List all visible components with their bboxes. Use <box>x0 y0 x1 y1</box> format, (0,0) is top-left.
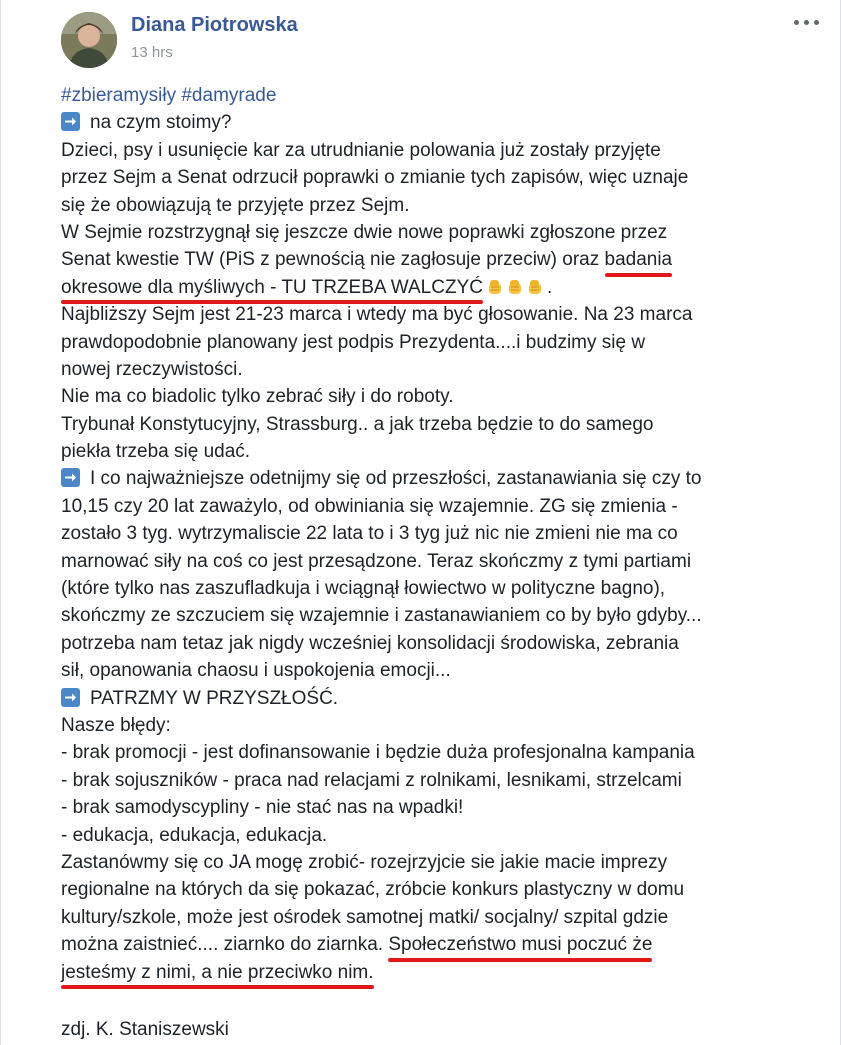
text-line: regionalne na których da się pokazać, zróbcie konkurs plastyczny w domu <box>61 879 685 901</box>
text-line: zostało 3 tyg. wytrzymaliscie 22 lata to i 3 tyg już nic nie zmieni nie ma co <box>61 523 678 545</box>
post-header <box>61 10 820 70</box>
text-line: marnować siły na coś co jest przesądzone. Teraz skończmy z tymi partiami <box>61 550 692 572</box>
avatar[interactable] <box>61 12 117 68</box>
text-line: 10,15 czy 20 lat zaważylo, od obwiniania się wzajemnie. ZG się zmienia - <box>61 495 678 517</box>
text-segment: można zaistnieć.... ziarnko do ziarnka. <box>61 934 389 956</box>
text-segment: na czym stoimy? <box>90 112 232 134</box>
text-line: kultury/szkole, może jest ośrodek samotnej matki/ socjalny/ szpital gdzie <box>61 906 669 928</box>
text-line: nowej rzeczywistości. <box>61 358 243 380</box>
author-name[interactable]: Diana Piotrowska <box>131 14 298 36</box>
underlined-text: okresowe dla myśliwych - TU TRZEBA WALCZYĆ <box>61 274 483 301</box>
text-line: (które tylko nas zaszufladkuja i wciągnął łowiectwo w polityczne bagno), <box>61 578 666 600</box>
fist-emoji-icon <box>487 277 503 295</box>
text-line: Zastanówmy się co JA mogę zrobić- rozejrzyjcie sie jakie macie imprezy <box>61 851 668 873</box>
text-line: - brak promocji - jest dofinansowanie i będzie duża profesjonalna kampania <box>61 742 695 764</box>
post-text <box>61 82 821 986</box>
text-line <box>61 246 821 273</box>
dot-icon <box>804 20 809 25</box>
text-line: Dzieci, psy i usunięcie kar za utrudnianie polowania już zostały przyjęte <box>61 139 661 161</box>
right-arrow-icon <box>61 468 80 487</box>
text-line <box>61 931 821 958</box>
text-line: piekła trzeba się udać. <box>61 441 251 463</box>
text-line: się że obowiązują te przyjęte przez Sejm. <box>61 194 410 216</box>
text-line <box>61 685 821 712</box>
underlined-text: badania <box>605 246 673 273</box>
dot-icon <box>794 20 799 25</box>
hashtags[interactable]: #zbieramysiły #damyrade <box>61 85 277 106</box>
text-line <box>61 274 821 301</box>
text-line <box>61 959 821 986</box>
text-line: Nie ma co biadolic tylko zebrać siły i do roboty. <box>61 386 454 408</box>
text-segment: PATRZMY W PRZYSZŁOŚĆ. <box>90 687 339 709</box>
text-segment: . <box>546 276 553 298</box>
text-line: - brak sojuszników - praca nad relacjami z rolnikami, lesnikami, strzelcami <box>61 769 682 791</box>
dot-icon <box>814 20 819 25</box>
text-line: skończmy ze szczuciem się wzajemnie i zastanawianiem co by było gdyby... <box>61 605 702 627</box>
photo-credit: zdj. K. Staniszewski <box>61 1019 229 1040</box>
text-line: Nasze błędy: <box>61 714 171 736</box>
fist-emoji-icon <box>527 277 543 295</box>
text-line: przez Sejm a Senat odrzucił poprawki o zmianie tych zapisów, więc uznaje <box>61 167 689 189</box>
underlined-text: Społeczeństwo musi poczuć że <box>388 931 652 958</box>
more-options-icon[interactable] <box>794 12 820 32</box>
text-line: W Sejmie rozstrzygnął się jeszcze dwie nowe poprawki zgłoszone przez <box>61 221 668 243</box>
right-arrow-icon <box>61 112 80 131</box>
right-arrow-icon <box>61 688 80 707</box>
underlined-text: jesteśmy z nimi, a nie przeciwko nim. <box>61 959 374 986</box>
text-line <box>61 109 821 136</box>
text-line: Najbliższy Sejm jest 21-23 marca i wtedy ma być głosowanie. Na 23 marca <box>61 304 693 326</box>
text-line: - brak samodyscypliny - nie stać nas na wpadki! <box>61 797 464 819</box>
text-segment: Senat kwestie TW (PiS z pewnością nie zagłosuje przeciw) oraz <box>61 249 605 271</box>
text-line: prawdopodobnie planowany jest podpis Prezydenta....i budzimy się w <box>61 331 646 353</box>
text-line <box>61 465 821 492</box>
text-line: - edukacja, edukacja, edukacja. <box>61 824 328 846</box>
text-line: Trybunał Konstytucyjny, Strassburg.. a jak trzeba będzie to do samego <box>61 413 654 435</box>
post-timestamp[interactable]: 13 hrs <box>131 44 173 61</box>
text-line: potrzeba nam tetaz jak nigdy wcześniej konsolidacji środowiska, zebrania <box>61 632 679 654</box>
text-line: sił, opanowania chaosu i uspokojenia emocji... <box>61 660 451 682</box>
fist-emoji-icon <box>507 277 523 295</box>
text-segment: I co najważniejsze odetnijmy się od przeszłości, zastanawiania się czy to <box>90 468 702 490</box>
